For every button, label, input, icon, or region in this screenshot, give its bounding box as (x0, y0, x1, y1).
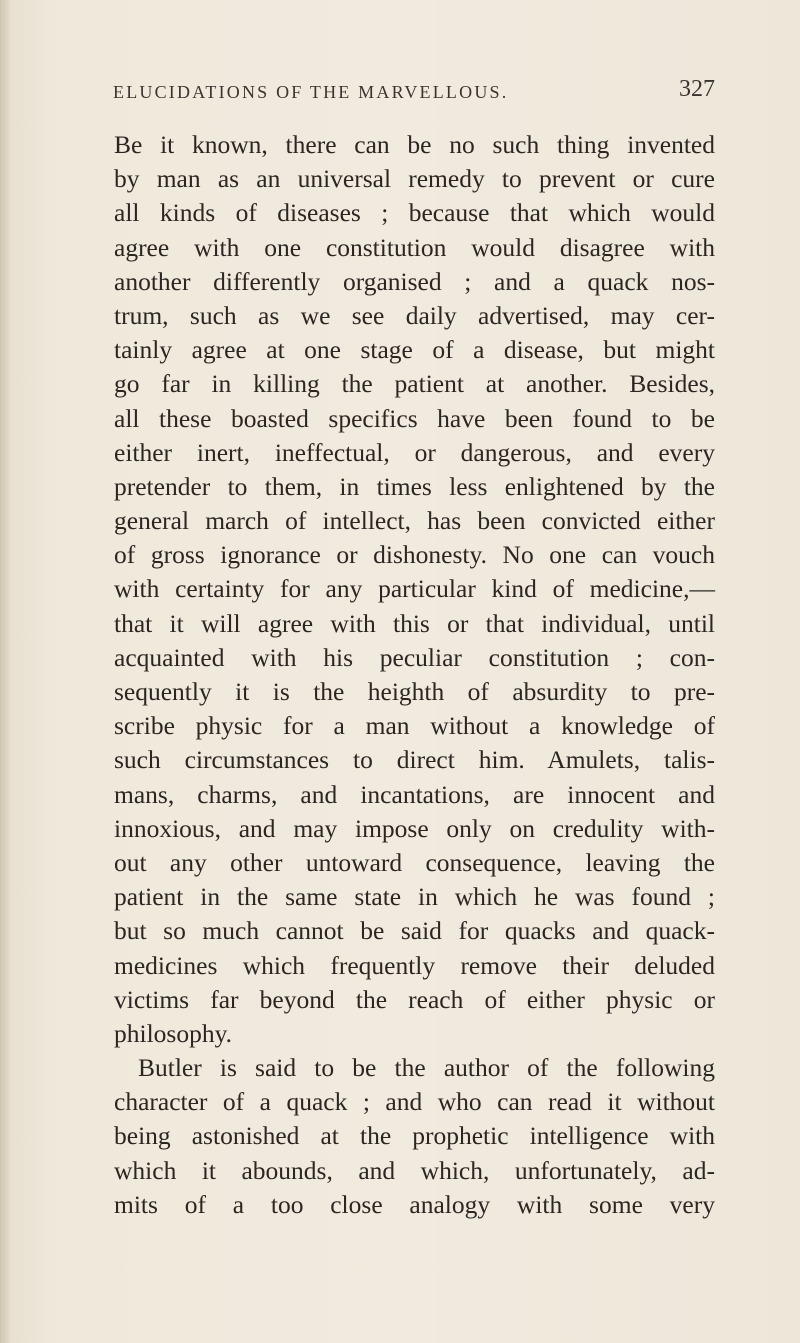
text-line: but so much cannot be said for quacks and quack- (114, 916, 715, 946)
text-line: Butler is said to be the author of the following (138, 1053, 715, 1083)
text-line: sequently it is the heighth of absurdity to pre- (114, 677, 715, 706)
text-line: of gross ignorance or dishonesty. No one can vouch (114, 540, 715, 570)
text-line: philosophy. (114, 1018, 233, 1048)
text-line: agree with one constitution would disagree with (114, 232, 715, 262)
text-line: patient in the same state in which he was found ; (114, 882, 715, 912)
text-line: pretender to them, in times less enlightened by the (114, 471, 715, 501)
text-line: character of a quack ; and who can read it without (114, 1087, 715, 1117)
text-line: victims far beyond the reach of either physic or (114, 984, 715, 1014)
page-number: 327 (679, 76, 715, 102)
text-line: tainly agree at one stage of a disease, but might (114, 335, 715, 365)
page-header (113, 76, 715, 106)
text-line: scribe physic for a man without a knowledge of (114, 711, 715, 741)
text-line: trum, such as we see daily advertised, may cer- (114, 300, 715, 330)
text-line: acquainted with his peculiar constitution ; con- (114, 642, 715, 672)
text-line: mits of a too close analogy with some very (114, 1189, 715, 1219)
text-line: mans, charms, and incantations, are innocent and (114, 779, 715, 809)
text-line: medicines which frequently remove their deluded (114, 950, 715, 980)
text-line: which it abounds, and which, unfortunately, ad- (114, 1155, 715, 1185)
page-binding-edge (0, 0, 10, 1343)
text-line: out any other untoward consequence, leaving the (114, 847, 715, 877)
text-line: general march of intellect, has been convicted either (114, 506, 715, 536)
body-text (114, 128, 715, 1222)
running-head: ELUCIDATIONS OF THE MARVELLOUS. (113, 82, 509, 102)
text-line: innoxious, and may impose only on credulity with- (114, 813, 715, 843)
text-line: all these boasted specifics have been found to be (114, 403, 715, 433)
text-line: with certainty for any particular kind of medicine,— (114, 574, 715, 604)
text-line: by man as an universal remedy to prevent or cure (114, 164, 715, 194)
text-line: go far in killing the patient at another. Besides, (114, 369, 715, 399)
text-line: all kinds of diseases ; because that which would (114, 198, 715, 228)
text-line: such circumstances to direct him. Amulets, talis- (114, 745, 715, 775)
text-line: being astonished at the prophetic intelligence with (114, 1121, 715, 1151)
text-line: either inert, ineffectual, or dangerous, and every (114, 437, 715, 467)
text-line: Be it known, there can be no such thing invented (114, 130, 715, 159)
text-line: that it will agree with this or that individual, until (114, 608, 715, 638)
text-line: another differently organised ; and a quack nos- (114, 266, 715, 296)
